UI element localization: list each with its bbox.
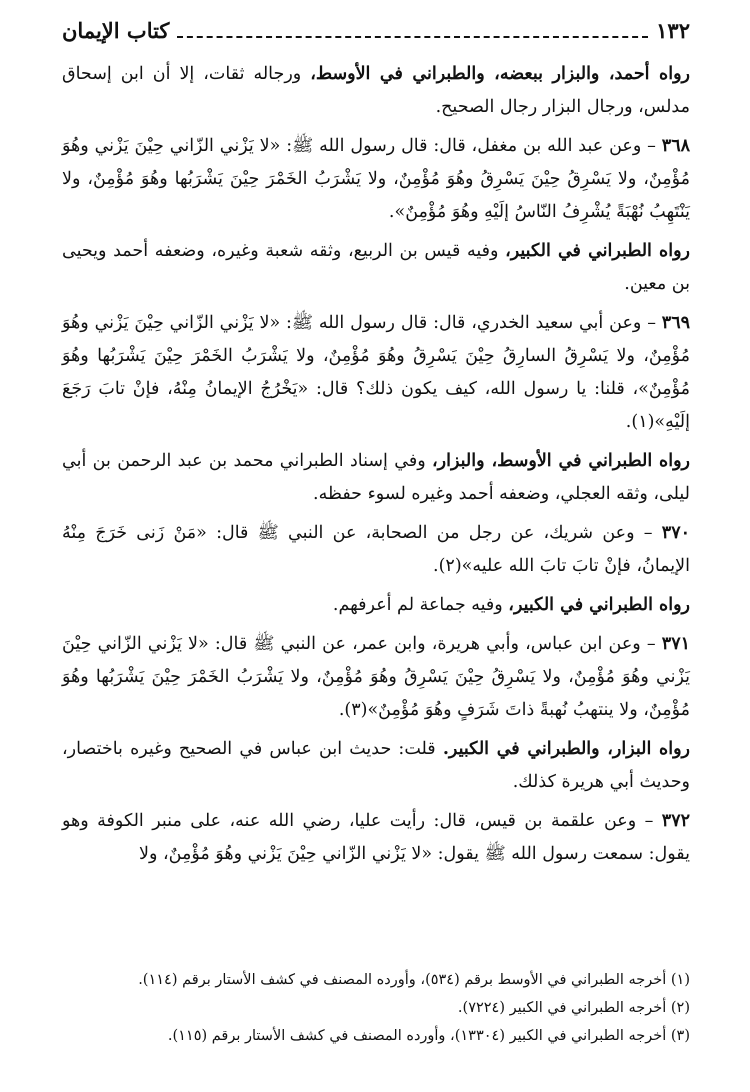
paragraph [62, 733, 690, 799]
footnotes [62, 966, 690, 1050]
paragraph-text: وفيه قيس بن الربيع، وثقه شعبة وغيره، وضعفه أحمد ويحيى بن معين. [62, 241, 690, 294]
hadith-number: ٣٧١ [661, 634, 690, 654]
paragraph-text: – وعن عبد الله بن مغفل، قال: قال رسول الله ﷺ: «لا يَزْني الزّاني حِيْنَ يَزْني وهُوَ مُؤْمِنٌ، ولا يَسْرِقُ حِيْنَ يَسْرِقُ وهُوَ مُؤْمِنٌ، ولا يَشْرَبُ الخَمْرَ حِيْنَ يَشْرَبُها وهُوَ مُؤْمِنٌ، ولا يَنْتَهِبُ نُهْبَةً يُشْرِفُ النّاسُ إلَيْهِ وهُوَ مُؤْمِنٌ». [62, 136, 690, 222]
hadith-number: ٣٧٠ [661, 523, 690, 543]
source-citation: رواه البزار، والطبراني في الكبير. [442, 739, 690, 759]
hadith-paragraph [62, 805, 690, 871]
footnote: (٣) أخرجه الطبراني في الكبير (١٣٣٠٤)، وأورده المصنف في كشف الأستار برقم (١١٥). [167, 1028, 690, 1044]
paragraph [62, 445, 690, 511]
hadith-paragraph [62, 517, 690, 583]
page-number: ١٣٢ [656, 18, 690, 43]
paragraph-text: – وعن ابن عباس، وأبي هريرة، وابن عمر، عن النبي ﷺ قال: «لا يَزْني الزّاني حِيْنَ يَزْني وهُوَ مُؤْمِنٌ، ولا يَسْرِقُ حِيْنَ يَسْرِقُ وهُوَ مُؤْمِنٌ، ولا يَشْرَبُ الخَمْرَ حِيْنَ يَشْرَبُها وهُوَ مُؤْمِنٌ، ولا ينتهبُ نُهبةً ذاتَ شَرَفٍ وهُوَ مُؤْمِنٌ»(٣). [62, 634, 690, 720]
paragraph [62, 235, 690, 301]
source-citation: رواه الطبراني في الكبير، [505, 241, 690, 261]
paragraph-text: – وعن علقمة بن قيس، قال: رأيت عليا، رضي الله عنه، على منبر الكوفة وهو يقول: سمعت رسول الله ﷺ يقول: «لا يَزْني الزّاني حِيْنَ يَزْني وهُوَ مُؤْمِنٌ، ولا [62, 811, 690, 864]
paragraph [62, 58, 690, 124]
paragraph-text: – وعن شريك، عن رجل من الصحابة، عن النبي ﷺ قال: «مَنْ زَنى خَرَجَ مِنْهُ الإيمانُ، فإنْ تابَ تابَ الله عليه»(٢). [62, 523, 690, 576]
main-text [62, 58, 690, 871]
hadith-number: ٣٧٢ [661, 811, 690, 831]
paragraph-text: – وعن أبي سعيد الخدري، قال: قال رسول الله ﷺ: «لا يَزْني الزّاني حِيْنَ يَزْني وهُوَ مُؤْمِنٌ، ولا يَسْرِقُ السارِقُ حِيْنَ يَسْرِقُ وهُوَ مُؤْمِنٌ، ولا يَشْرَبُ الخَمْرَ حِيْنَ يَشْرَبُها وهُوَ مُؤْمِنٌ»، قلنا: يا رسول الله، كيف يكون ذلك؟ قال: «يَخْرُجُ الإيمانُ مِنْهُ، فإنْ تابَ رَجَعَ إلَيْهِ»(١). [62, 313, 690, 432]
paragraph [62, 589, 690, 622]
header-rule [177, 36, 648, 38]
source-citation: رواه الطبراني في الأوسط، والبزار، [432, 451, 690, 471]
hadith-paragraph [62, 130, 690, 229]
hadith-number: ٣٦٩ [661, 313, 690, 333]
page-header [62, 18, 690, 58]
paragraph-text: وفي إسناد الطبراني محمد بن عبد الرحمن بن أبي ليلى، وثقه العجلي، وضعفه أحمد وغيره لسوء حفظه. [62, 451, 690, 504]
paragraph-text: ورجاله ثقات، إلا أن ابن إسحاق مدلس، ورجال البزار رجال الصحيح. [62, 64, 690, 117]
hadith-number: ٣٦٨ [661, 136, 690, 156]
paragraph-text: قلت: حديث ابن عباس في الصحيح وغيره باختصار، وحديث أبي هريرة كذلك. [62, 739, 690, 792]
source-citation: رواه الطبراني في الكبير، [508, 595, 690, 615]
book-title: كتاب الإيمان [62, 18, 170, 43]
hadith-paragraph [62, 628, 690, 727]
paragraph-text: وفيه جماعة لم أعرفهم. [332, 595, 509, 615]
footnote: (٢) أخرجه الطبراني في الكبير (٧٢٢٤). [457, 1000, 690, 1016]
hadith-paragraph [62, 307, 690, 439]
source-citation: رواه أحمد، والبزار ببعضه، والطبراني في الأوسط، [310, 64, 690, 84]
footnote: (١) أخرجه الطبراني في الأوسط برقم (٥٣٤)، وأورده المصنف في كشف الأستار برقم (١١٤). [138, 972, 690, 988]
